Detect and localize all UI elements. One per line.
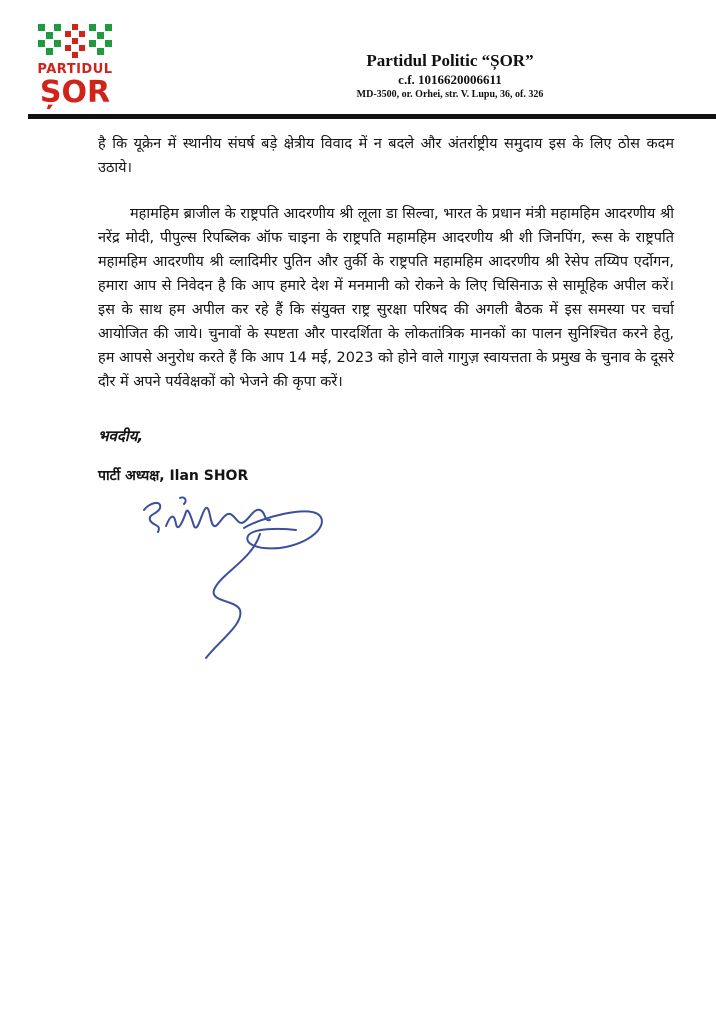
letter-body xyxy=(98,132,674,416)
header-divider xyxy=(28,114,716,119)
folk-ornament-icon xyxy=(36,22,114,62)
paragraph-appeal: महामहिम ब्राजील के राष्ट्रपति आदरणीय श्री लूला डा सिल्वा, भारत के प्रधान मंत्री महामहिम आदरणीय श्री नरेंद्र मोदी, पीपुल्स रिपब्लिक ऑफ चाइना के राष्ट्रपति महामहिम आदरणीय श्री शी जिनपिंग, रूस के राष्ट्रपति महामहिम आदरणीय श्री व्लादिमीर पुतिन और तुर्की के राष्ट्रपति महामहिम आदरणीय श्री रेसेप तय्यिप एर्दोगन, हमारा आप से निवेदन है कि आप हमारे देश में मनमानी को रोकने के लिए चिसिनाऊ से सामूहिक अपील करें। इस के साथ हम अपील कर रहे हैं कि संयुक्त राष्ट्र सुरक्षा परिषद की अगली बैठक में इस समस्या पर चर्चा आयोजित की जाये। चुनावों के स्पष्टता और पारदर्शिता के लोकतांत्रिक मानकों का पालन सुनिश्चित करने हेतु, हम आपसे अनुरोध करते हैं कि आप 14 मई, 2023 को होने वाले गागुज़ स्वायत्तता के प्रमुख के चुनाव के दूसरे दौर में अपने पर्यवेक्षकों को भेजने की कृपा करें। xyxy=(98,206,674,390)
party-address: MD-3500, or. Orhei, str. V. Lupu, 36, of. 326 xyxy=(356,89,544,100)
party-logo xyxy=(30,22,120,112)
handwritten-signature-icon xyxy=(140,490,340,665)
logo-word-partidul: PARTIDUL xyxy=(37,62,113,77)
signatory-line: पार्टी अध्यक्ष, Ilan SHOR xyxy=(98,468,249,484)
closing-salutation: भवदीय, xyxy=(98,427,144,445)
paragraph-continuation: है कि यूक्रेन में स्थानीय संघर्ष बड़े क्षेत्रीय विवाद में न बदले और अंतर्राष्ट्रीय समुदाय इस के लिए ठोस कदम उठाये। xyxy=(98,136,674,176)
fiscal-code: c.f. 1016620006611 xyxy=(398,72,502,87)
party-details xyxy=(250,50,650,102)
logo-word-sor: ȘOR xyxy=(39,75,111,110)
party-name: Partidul Politic “ȘOR” xyxy=(366,51,534,70)
letterhead xyxy=(0,0,716,120)
